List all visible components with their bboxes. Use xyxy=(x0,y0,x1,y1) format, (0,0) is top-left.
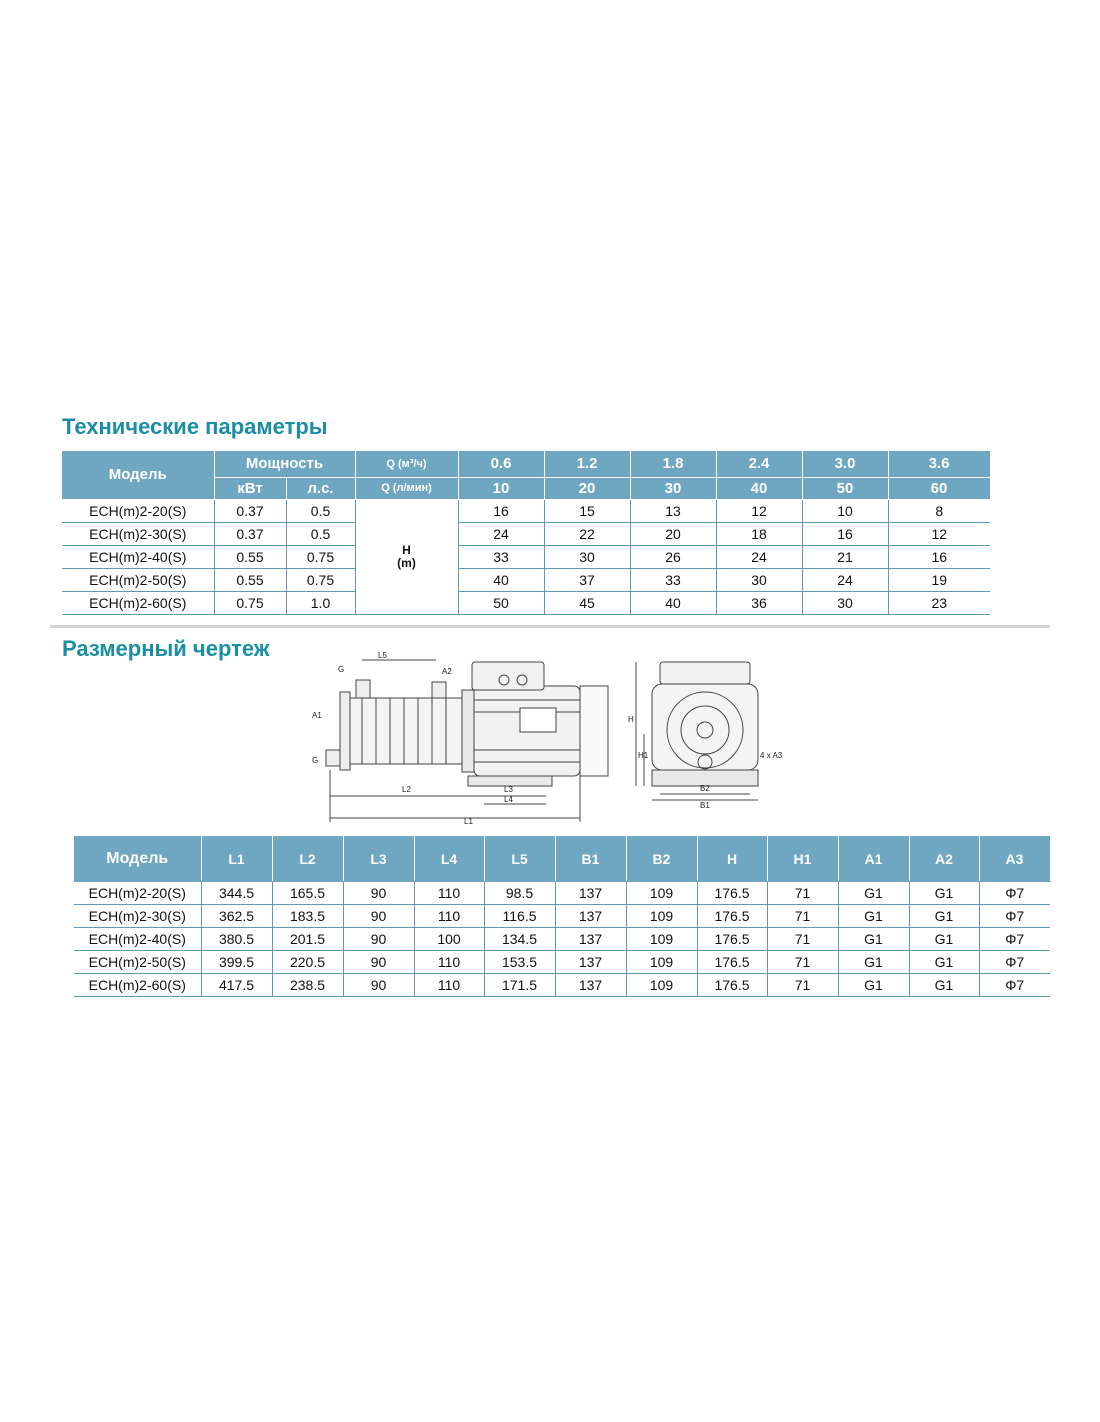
table-cell: 399.5 xyxy=(201,951,272,974)
table-cell: 171.5 xyxy=(484,974,555,997)
g-top-label: G xyxy=(338,665,345,674)
l1-label: L1 xyxy=(464,817,473,826)
table-cell: 98.5 xyxy=(484,882,555,905)
head-cell: 22 xyxy=(544,522,630,545)
table-cell: 90 xyxy=(343,928,414,951)
q-lmin-value: 50 xyxy=(802,477,888,499)
l2-label: L2 xyxy=(402,785,411,794)
head-cell: 50 xyxy=(458,591,544,614)
table-cell: 109 xyxy=(626,882,697,905)
table-row xyxy=(62,545,990,568)
table-cell: G1 xyxy=(838,974,909,997)
kw-cell: 0.37 xyxy=(214,522,286,545)
table-row xyxy=(62,499,990,522)
pump-side-view xyxy=(326,660,608,822)
table-cell: Φ7 xyxy=(979,951,1050,974)
table-cell: G1 xyxy=(909,974,979,997)
table-row xyxy=(62,568,990,591)
a3-label: 4 x A3 xyxy=(760,751,783,760)
table-cell: G1 xyxy=(838,928,909,951)
head-cell: 26 xyxy=(630,545,716,568)
head-cell: 30 xyxy=(802,591,888,614)
head-cell: 15 xyxy=(544,499,630,522)
a2-label: A2 xyxy=(442,667,452,676)
head-label-cell xyxy=(355,499,458,614)
head-cell: 18 xyxy=(716,522,802,545)
column-header: H xyxy=(697,836,767,882)
table-cell: 153.5 xyxy=(484,951,555,974)
head-cell: 19 xyxy=(888,568,990,591)
model-cell: ECH(m)2-50(S) xyxy=(62,568,214,591)
table-cell: 137 xyxy=(555,882,626,905)
table-cell: G1 xyxy=(838,951,909,974)
table-cell: Φ7 xyxy=(979,882,1050,905)
b1-label: B1 xyxy=(700,801,710,810)
q-m3h-header: Q (м³/ч) xyxy=(355,451,458,477)
table-cell: 134.5 xyxy=(484,928,555,951)
table-cell: 110 xyxy=(414,882,484,905)
kw-cell: 0.75 xyxy=(214,591,286,614)
table-cell: Φ7 xyxy=(979,928,1050,951)
table-cell: G1 xyxy=(909,905,979,928)
kw-header: кВт xyxy=(214,477,286,499)
table-cell: 238.5 xyxy=(272,974,343,997)
head-cell: 16 xyxy=(888,545,990,568)
column-header: B2 xyxy=(626,836,697,882)
hp-cell: 1.0 xyxy=(286,591,355,614)
model-cell: ECH(m)2-20(S) xyxy=(62,499,214,522)
hp-cell: 0.5 xyxy=(286,522,355,545)
head-cell: 16 xyxy=(802,522,888,545)
model-header: Модель xyxy=(74,836,201,882)
table-cell: 176.5 xyxy=(697,882,767,905)
table-cell: 109 xyxy=(626,905,697,928)
head-cell: 10 xyxy=(802,499,888,522)
table-cell: 137 xyxy=(555,905,626,928)
column-header: L3 xyxy=(343,836,414,882)
column-header: H1 xyxy=(767,836,838,882)
table-cell: 116.5 xyxy=(484,905,555,928)
q-lmin-value: 60 xyxy=(888,477,990,499)
column-header: L1 xyxy=(201,836,272,882)
table-cell: 137 xyxy=(555,928,626,951)
g-bottom-label: G xyxy=(312,756,319,765)
table-cell: 176.5 xyxy=(697,951,767,974)
head-cell: 37 xyxy=(544,568,630,591)
column-header: L2 xyxy=(272,836,343,882)
table-cell: 71 xyxy=(767,928,838,951)
head-cell: 24 xyxy=(458,522,544,545)
model-cell: ECH(m)2-40(S) xyxy=(74,928,201,951)
table-cell: 110 xyxy=(414,905,484,928)
table-cell: 165.5 xyxy=(272,882,343,905)
table-cell: G1 xyxy=(909,928,979,951)
model-header: Модель xyxy=(62,451,214,499)
l3-label: L3 xyxy=(504,785,513,794)
q-lmin-value: 40 xyxy=(716,477,802,499)
head-cell: 12 xyxy=(888,522,990,545)
table-cell: 183.5 xyxy=(272,905,343,928)
q-m3h-value: 0.6 xyxy=(458,451,544,477)
a1-label: A1 xyxy=(312,711,322,720)
table-cell: 362.5 xyxy=(201,905,272,928)
head-cell: 45 xyxy=(544,591,630,614)
head-cell: 13 xyxy=(630,499,716,522)
table-cell: 90 xyxy=(343,905,414,928)
table-cell: 71 xyxy=(767,951,838,974)
table-cell: 137 xyxy=(555,974,626,997)
head-cell: 40 xyxy=(458,568,544,591)
table-cell: 71 xyxy=(767,974,838,997)
table-cell: G1 xyxy=(909,882,979,905)
head-cell: 40 xyxy=(630,591,716,614)
table-cell: 344.5 xyxy=(201,882,272,905)
l5-label: L5 xyxy=(378,651,387,660)
table-cell: 201.5 xyxy=(272,928,343,951)
table-cell: 109 xyxy=(626,928,697,951)
section-divider xyxy=(50,625,1050,628)
head-label: H xyxy=(402,542,411,557)
power-header: Мощность xyxy=(214,451,355,477)
pump-dimension-drawing xyxy=(300,650,800,830)
model-cell: ECH(m)2-30(S) xyxy=(62,522,214,545)
b2-label: B2 xyxy=(700,784,710,793)
hp-cell: 0.75 xyxy=(286,568,355,591)
table-cell: 137 xyxy=(555,951,626,974)
table-cell: 71 xyxy=(767,882,838,905)
table-cell: 90 xyxy=(343,951,414,974)
head-unit: (m) xyxy=(397,555,416,570)
column-header: A1 xyxy=(838,836,909,882)
kw-cell: 0.37 xyxy=(214,499,286,522)
table-row xyxy=(74,928,1050,951)
table-row xyxy=(74,882,1050,905)
model-cell: ECH(m)2-50(S) xyxy=(74,951,201,974)
head-cell: 36 xyxy=(716,591,802,614)
q-m3h-value: 2.4 xyxy=(716,451,802,477)
hp-cell: 0.5 xyxy=(286,499,355,522)
head-cell: 33 xyxy=(630,568,716,591)
head-cell: 24 xyxy=(716,545,802,568)
head-cell: 33 xyxy=(458,545,544,568)
l4-label: L4 xyxy=(504,795,513,804)
hp-cell: 0.75 xyxy=(286,545,355,568)
q-lmin-value: 20 xyxy=(544,477,630,499)
head-cell: 20 xyxy=(630,522,716,545)
model-cell: ECH(m)2-20(S) xyxy=(74,882,201,905)
h-label: H xyxy=(628,715,634,724)
pump-end-view xyxy=(636,662,758,800)
head-cell: 21 xyxy=(802,545,888,568)
model-cell: ECH(m)2-60(S) xyxy=(62,591,214,614)
q-lmin-value: 10 xyxy=(458,477,544,499)
table-row xyxy=(62,522,990,545)
q-m3h-value: 3.6 xyxy=(888,451,990,477)
table-row xyxy=(62,591,990,614)
head-cell: 24 xyxy=(802,568,888,591)
table-cell: G1 xyxy=(838,882,909,905)
table-cell: 71 xyxy=(767,905,838,928)
head-cell: 12 xyxy=(716,499,802,522)
column-header: L4 xyxy=(414,836,484,882)
kw-cell: 0.55 xyxy=(214,545,286,568)
table-row xyxy=(74,951,1050,974)
table-cell: 110 xyxy=(414,951,484,974)
table-cell: 176.5 xyxy=(697,905,767,928)
q-lmin-value: 30 xyxy=(630,477,716,499)
column-header: L5 xyxy=(484,836,555,882)
table-cell: 417.5 xyxy=(201,974,272,997)
table-cell: 176.5 xyxy=(697,928,767,951)
head-cell: 8 xyxy=(888,499,990,522)
head-cell: 30 xyxy=(716,568,802,591)
q-m3h-value: 1.8 xyxy=(630,451,716,477)
kw-cell: 0.55 xyxy=(214,568,286,591)
h1-label: H1 xyxy=(638,751,649,760)
hp-header: л.с. xyxy=(286,477,355,499)
dimension-table xyxy=(74,836,1051,997)
table-cell: G1 xyxy=(909,951,979,974)
column-header: A2 xyxy=(909,836,979,882)
head-cell: 23 xyxy=(888,591,990,614)
table-cell: G1 xyxy=(838,905,909,928)
tech-params-heading: Технические параметры xyxy=(62,414,328,439)
table-cell: 176.5 xyxy=(697,974,767,997)
table-row xyxy=(74,905,1050,928)
tech-params-table xyxy=(62,451,991,615)
table-cell: Φ7 xyxy=(979,905,1050,928)
model-cell: ECH(m)2-40(S) xyxy=(62,545,214,568)
table-cell: 90 xyxy=(343,974,414,997)
table-cell: 109 xyxy=(626,951,697,974)
table-cell: 220.5 xyxy=(272,951,343,974)
head-cell: 16 xyxy=(458,499,544,522)
model-cell: ECH(m)2-30(S) xyxy=(74,905,201,928)
q-m3h-value: 1.2 xyxy=(544,451,630,477)
table-cell: 90 xyxy=(343,882,414,905)
q-m3h-value: 3.0 xyxy=(802,451,888,477)
table-row xyxy=(74,974,1050,997)
table-cell: 110 xyxy=(414,974,484,997)
model-cell: ECH(m)2-60(S) xyxy=(74,974,201,997)
head-cell: 30 xyxy=(544,545,630,568)
table-cell: Φ7 xyxy=(979,974,1050,997)
table-cell: 109 xyxy=(626,974,697,997)
column-header: A3 xyxy=(979,836,1050,882)
dimension-drawing-heading: Размерный чертеж xyxy=(62,636,270,661)
table-cell: 100 xyxy=(414,928,484,951)
q-lmin-header: Q (л/мин) xyxy=(355,477,458,499)
table-cell: 380.5 xyxy=(201,928,272,951)
column-header: B1 xyxy=(555,836,626,882)
